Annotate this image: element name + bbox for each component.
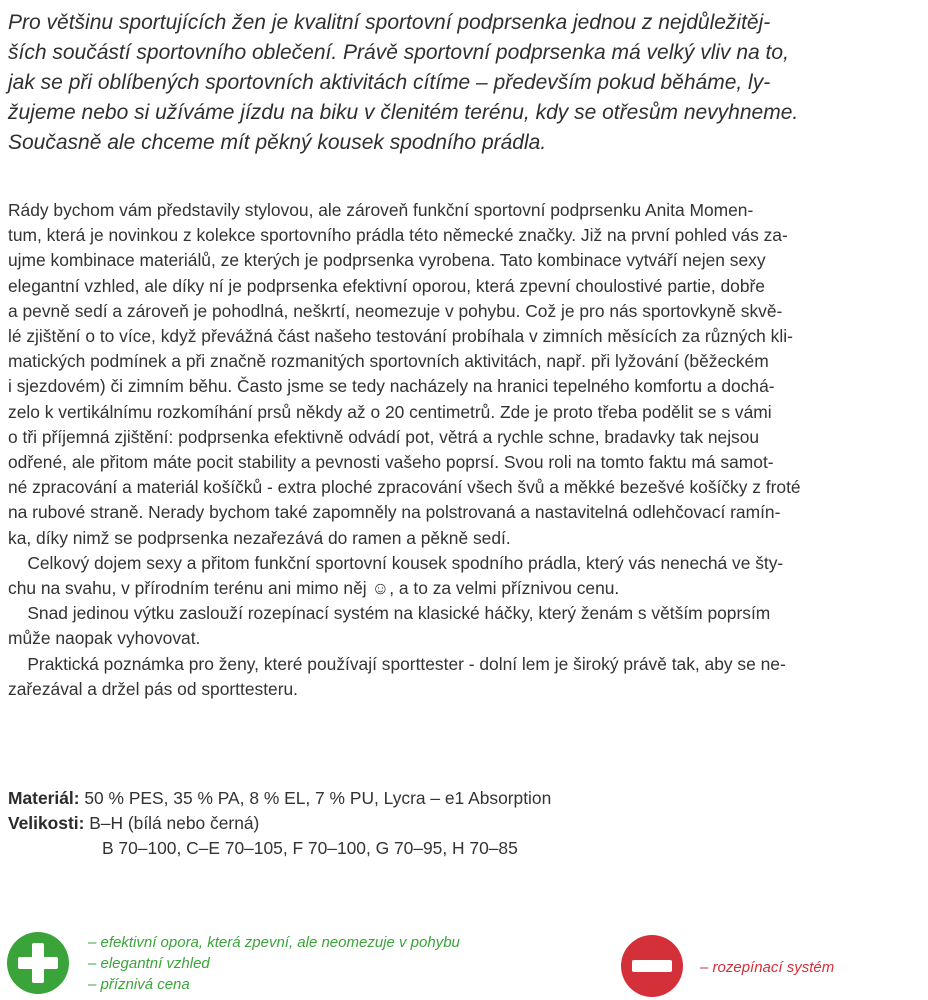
material-label: Materiál: xyxy=(8,788,80,808)
sizes-row xyxy=(8,811,920,836)
pro-item: – příznivá cena xyxy=(88,976,190,993)
body-line: ka, díky nimž se podprsenka nezařezává do ramen a pěkně sedí. xyxy=(8,527,511,548)
body-line: né zpracování a materiál košíčků - extra ploché zpracování všech švů a měkké bezešvé košíčky z froté xyxy=(8,477,801,498)
sizes-value: B–H (bílá nebo černá) xyxy=(84,813,260,833)
plus-icon xyxy=(6,931,70,995)
product-specs xyxy=(8,786,920,861)
body-line: tum, která je novinkou z kolekce sportovního prádla této německé značky. Již na první pohled vás za- xyxy=(8,225,788,246)
body-line: a pevně sedí a zároveň je pohodlná, neškrtí, neomezuje v pohybu. Což je pro nás sportovkyně skvě- xyxy=(8,300,783,321)
body-line: Praktická poznámka pro ženy, které používají sporttester - dolní lem je široký právě tak, aby se ne- xyxy=(8,653,786,674)
sizes-detail: B 70–100, C–E 70–105, F 70–100, G 70–95, H 70–85 xyxy=(102,838,518,858)
body-line: může naopak vyhovovat. xyxy=(8,628,201,649)
body-line: i sjezdovém) či zimním běhu. Často jsme se tedy nacházely na hranici tepelného komfortu a dochá- xyxy=(8,376,775,397)
body-line: odřené, ale přitom máte pocit stability a pevnosti vašeho poprsí. Svou roli na tomto faktu má samot- xyxy=(8,452,774,473)
intro-line: jak se při oblíbených sportovních aktivitách cítíme – především pokud běháme, ly- xyxy=(8,71,771,94)
sizes-label: Velikosti: xyxy=(8,813,85,833)
pro-item: – elegantní vzhled xyxy=(88,955,210,972)
body-line: Rády bychom vám představily stylovou, ale zároveň funkční sportovní podprsenku Anita Momen- xyxy=(8,200,754,220)
body-line: Snad jedinou výtku zaslouží rozepínací systém na klasické háčky, který ženám s větším poprsím xyxy=(8,603,771,624)
intro-line: žujeme nebo si užíváme jízdu na biku v členitém terénu, kdy se otřesům nevyhneme. xyxy=(8,101,799,124)
material-value: 50 % PES, 35 % PA, 8 % EL, 7 % PU, Lycra – e1 Absorption xyxy=(79,788,552,808)
pro-item: – efektivní opora, která zpevní, ale neomezuje v pohybu xyxy=(88,934,460,951)
body-line: elegantní vzhled, ale díky ní je podprsenka efektivní oporou, která zpevní choulostivé partie, dobře xyxy=(8,275,765,296)
intro-line: Pro většinu sportujících žen je kvalitní sportovní podprsenka jednou z nejdůležitěj- xyxy=(8,11,771,34)
intro-line: Současně ale chceme mít pěkný kousek spodního prádla. xyxy=(8,131,547,154)
pros-list xyxy=(88,932,460,995)
body-line: lé zjištění o to více, když převážná část našeho testování probíhala v zimních měsících za různých kli- xyxy=(8,326,793,347)
article-body xyxy=(8,198,920,702)
material-row xyxy=(8,786,920,811)
cons-list xyxy=(700,957,834,978)
body-line: na rubové straně. Nerady bychom také zapomněly na polstrovaná a nastavitelná odlehčovací ramín- xyxy=(8,502,781,523)
body-line: chu na svahu, v přírodním terénu ani mimo něj ☺, a to za velmi příznivou cenu. xyxy=(8,578,620,599)
con-item: – rozepínací systém xyxy=(700,959,835,976)
body-line: zařezával a držel pás od sporttesteru. xyxy=(8,678,298,699)
intro-paragraph xyxy=(8,8,920,158)
body-line: Celkový dojem sexy a přitom funkční sportovní kousek spodního prádla, který vás nenechá ve šty- xyxy=(8,552,784,573)
body-line: matických podmínek a při značně rozmanitých sportovních aktivitách, např. při lyžování (běžeckém xyxy=(8,351,769,372)
intro-line: ších součástí sportovního oblečení. Právě sportovní podprsenka má velký vliv na to, xyxy=(8,41,789,64)
body-line: ujme kombinace materiálů, ze kterých je podprsenka vyrobena. Tato kombinace vytváří nejen sexy xyxy=(8,250,766,271)
minus-icon xyxy=(620,934,684,998)
body-line: zelo k vertikálnímu rozkomíhání prsů někdy až o 20 centimetrů. Zde je proto třeba podělit se s vámi xyxy=(8,401,772,422)
body-line: o tři příjemná zjištění: podprsenka efektivně odvádí pot, větrá a rychle schne, bradavky tak nejsou xyxy=(8,426,760,447)
